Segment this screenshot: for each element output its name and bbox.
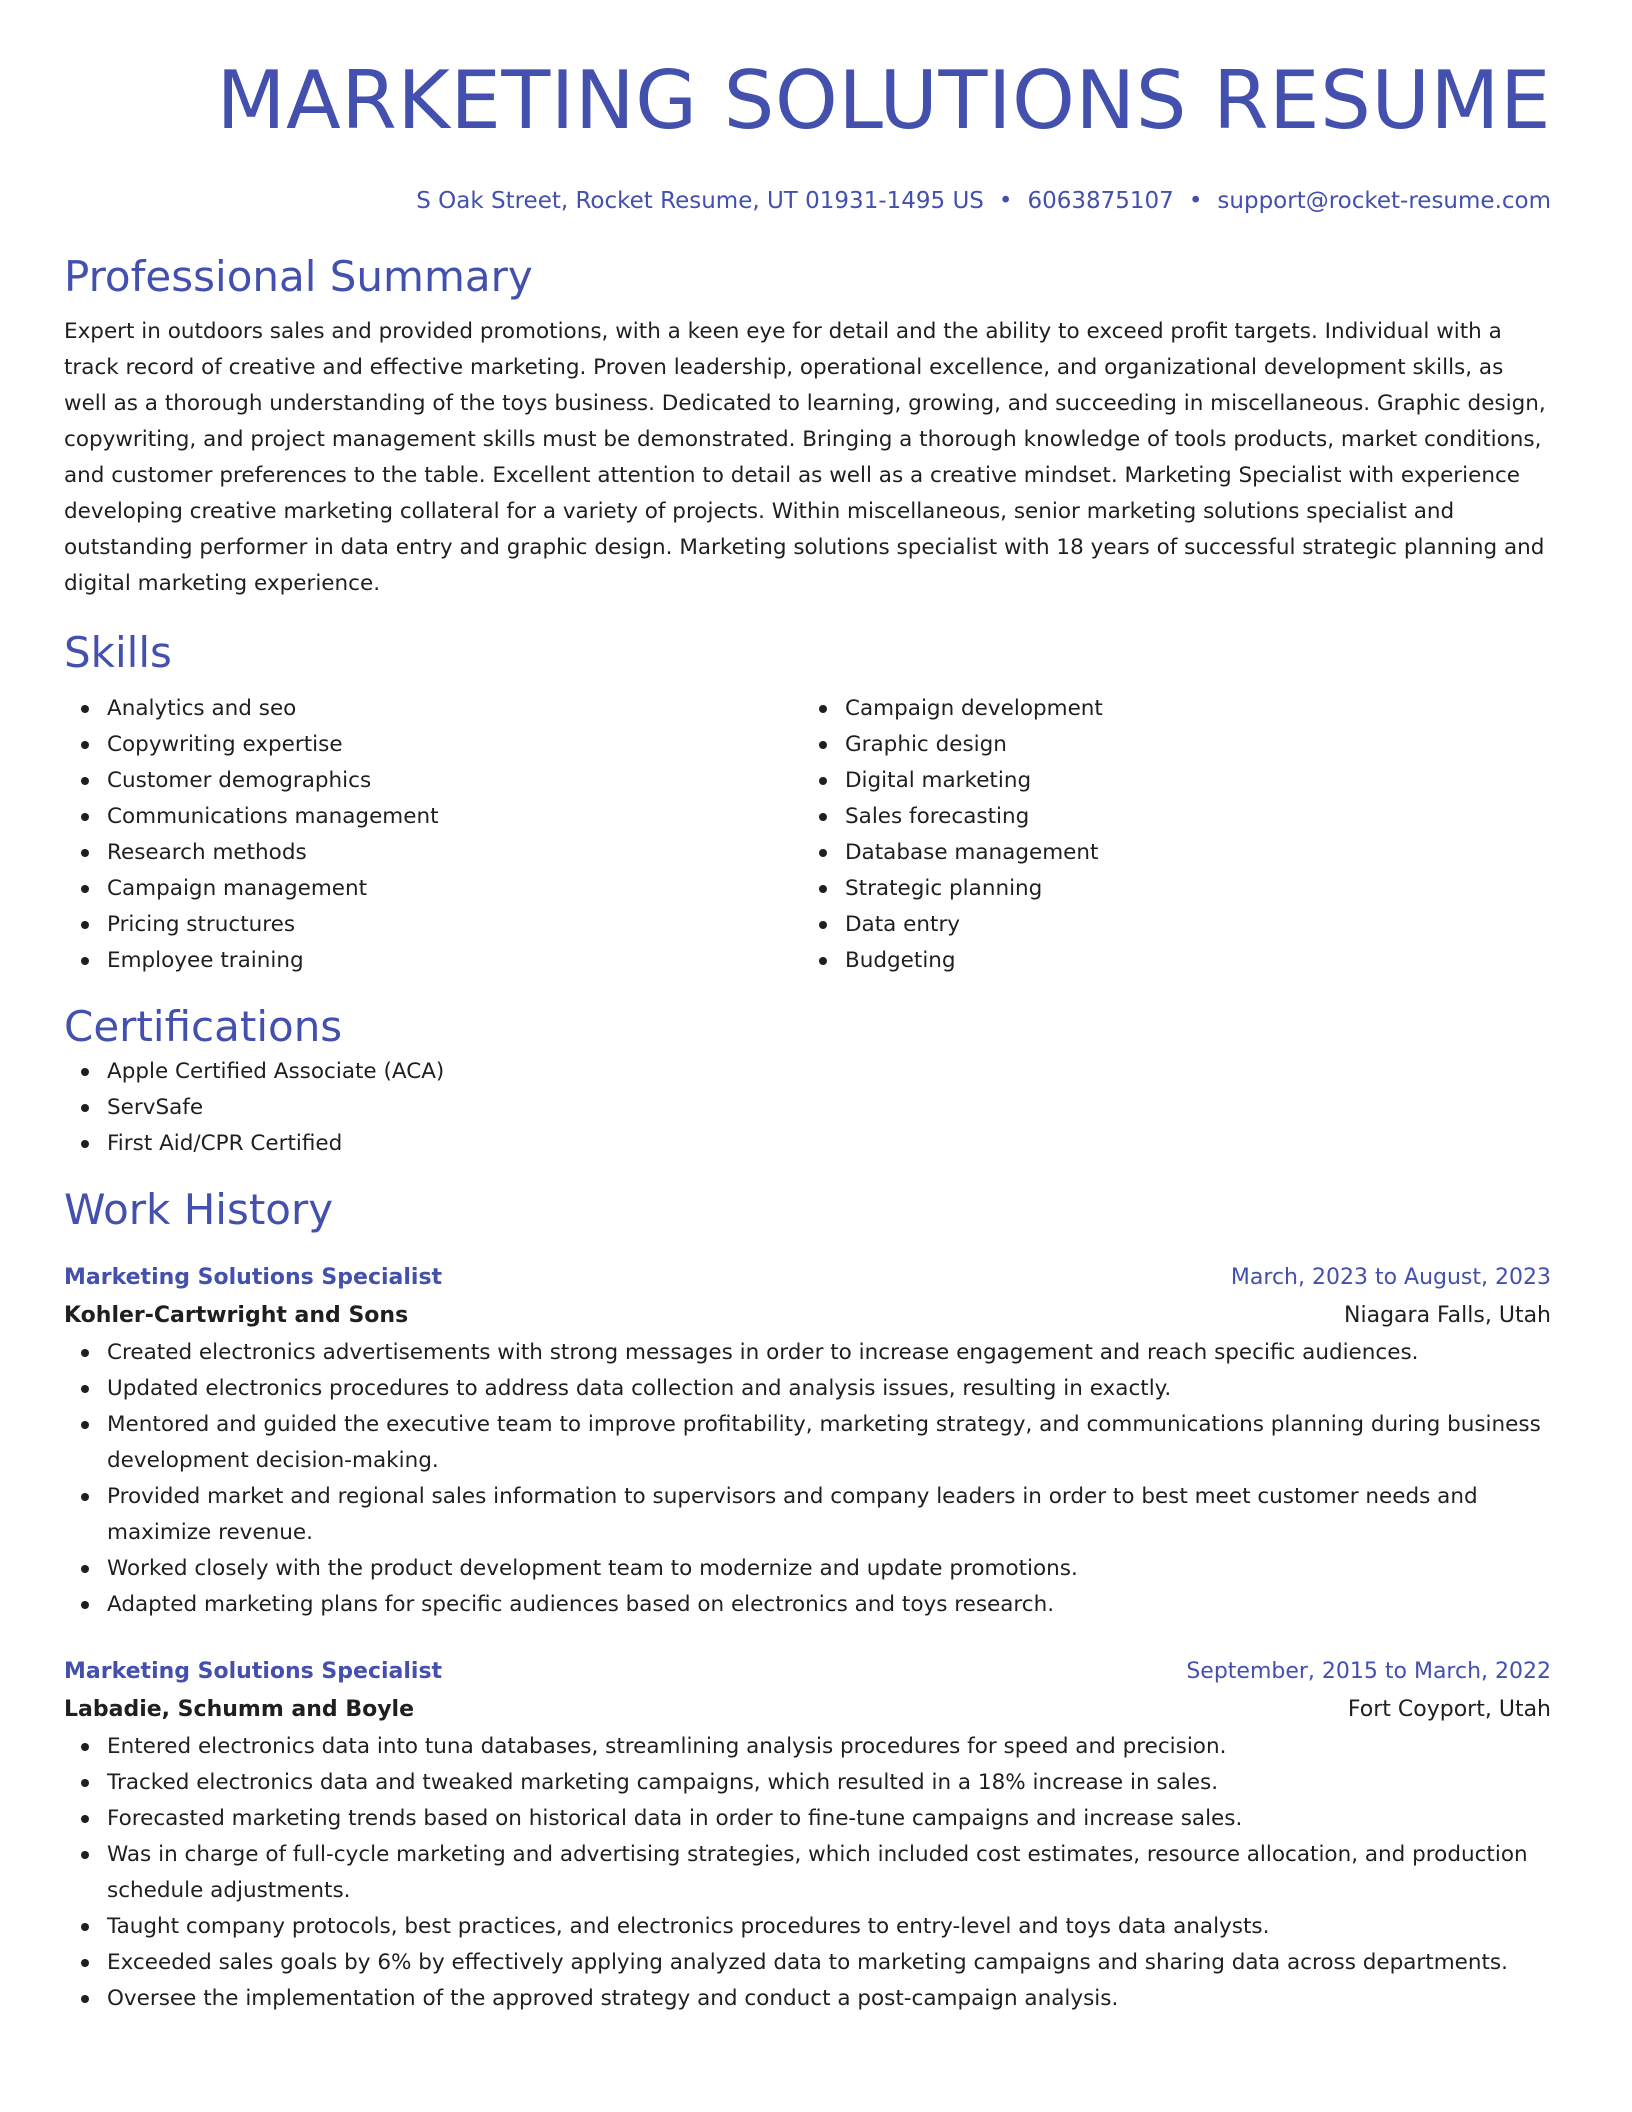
- job-header-row: [64, 1653, 1551, 1691]
- phone-text: 6063875107: [1027, 188, 1174, 214]
- job-duty-item: Entered electronics data into tuna databases, streamlining analysis procedures for speed and precision.: [107, 1729, 1551, 1765]
- job-duty-item: Forecasted marketing trends based on historical data in order to fine-tune campaigns and increase sales.: [107, 1801, 1551, 1837]
- resume-name: MARKETING SOLUTIONS RESUME: [216, 54, 1551, 147]
- job-duty-item: Worked closely with the product development team to modernize and update promotions.: [107, 1551, 1551, 1587]
- skill-item: Pricing structures: [107, 907, 802, 943]
- resume-header: [64, 52, 1551, 216]
- skill-item: Strategic planning: [845, 871, 1103, 907]
- job-duties-list: [64, 1335, 1551, 1623]
- job-entry: [64, 1259, 1551, 1623]
- skill-item: Communications management: [107, 799, 802, 835]
- certification-item: First Aid/CPR Certified: [107, 1126, 1551, 1162]
- job-location: Niagara Falls, Utah: [1344, 1303, 1551, 1328]
- job-duty-item: Oversee the implementation of the approved strategy and conduct a post-campaign analysis.: [107, 1981, 1551, 2017]
- job-duty-item: Created electronics advertisements with strong messages in order to increase engagement and reach specific audiences.: [107, 1335, 1551, 1371]
- job-title: Marketing Solutions Specialist: [64, 1659, 443, 1684]
- skill-item: Campaign development: [845, 691, 1103, 727]
- certifications-list: [64, 1054, 1551, 1162]
- skill-item: Employee training: [107, 943, 802, 979]
- job-duty-item: Taught company protocols, best practices, and electronics procedures to entry-level and toys data analysts.: [107, 1909, 1551, 1945]
- contact-line: [64, 186, 1551, 216]
- skill-item: Copywriting expertise: [107, 727, 802, 763]
- contact-separator: •: [998, 188, 1013, 214]
- certifications-heading: Certifications: [64, 1002, 343, 1051]
- certification-item: Apple Certified Associate (ACA): [107, 1054, 1551, 1090]
- job-dates: March, 2023 to August, 2023: [1230, 1265, 1551, 1290]
- certification-item: ServSafe: [107, 1090, 1551, 1126]
- job-duties-list: [64, 1729, 1551, 2017]
- skill-item: Database management: [845, 835, 1103, 871]
- job-company-row: [64, 1691, 1551, 1729]
- summary-text: Expert in outdoors sales and provided promotions, with a keen eye for detail and the ability to exceed profit targets. Individual with a track record of creative and effective marketing. Proven leadership, operational excellence, and organizational development skills, as well as a thorough understanding of the toys business. Dedicated to learning, growing, and succeeding in miscellaneous. Graphic design, copywriting, and project management skills must be demonstrated. Bringing a thorough knowledge of tools products, market conditions, and customer preferences to the table. Excellent attention to detail as well as a creative mindset. Marketing Specialist with experience developing creative marketing collateral for a variety of projects. Within miscellaneous, senior marketing solutions specialist and outstanding performer in data entry and graphic design. Marketing solutions specialist with 18 years of successful strategic planning and digital marketing experience.: [64, 319, 1546, 596]
- skill-item: Customer demographics: [107, 763, 802, 799]
- email-text: support@rocket-resume.com: [1217, 188, 1551, 214]
- job-duty-item: Exceeded sales goals by 6% by effectively applying analyzed data to marketing campaigns and sharing data across departments.: [107, 1945, 1551, 1981]
- job-duty-item: Tracked electronics data and tweaked marketing campaigns, which resulted in a 18% increase in sales.: [107, 1765, 1551, 1801]
- skill-item: Campaign management: [107, 871, 802, 907]
- skill-item: Analytics and seo: [107, 691, 802, 727]
- job-header-row: [64, 1259, 1551, 1297]
- job-entry: [64, 1653, 1551, 2017]
- skill-item: Sales forecasting: [845, 799, 1103, 835]
- skills-column-right: [802, 691, 1103, 979]
- skills-list: [64, 691, 1551, 979]
- job-title: Marketing Solutions Specialist: [64, 1265, 443, 1290]
- contact-separator: •: [1188, 188, 1203, 214]
- skills-column-left: [64, 691, 802, 979]
- summary-heading: Professional Summary: [64, 252, 533, 301]
- skills-heading: Skills: [64, 628, 172, 677]
- skill-item: Data entry: [845, 907, 1103, 943]
- job-location: Fort Coyport, Utah: [1347, 1697, 1551, 1722]
- skill-item: Graphic design: [845, 727, 1103, 763]
- skill-item: Digital marketing: [845, 763, 1103, 799]
- work-history-heading: Work History: [64, 1185, 334, 1234]
- job-duty-item: Updated electronics procedures to address data collection and analysis issues, resulting in exactly.: [107, 1371, 1551, 1407]
- company-name: Labadie, Schumm and Boyle: [64, 1697, 415, 1722]
- address-text: S Oak Street, Rocket Resume, UT 01931-1495 US: [416, 188, 984, 214]
- job-company-row: [64, 1297, 1551, 1335]
- skill-item: Research methods: [107, 835, 802, 871]
- job-duty-item: Mentored and guided the executive team to improve profitability, marketing strategy, and communications planning during business development decision-making.: [107, 1407, 1551, 1479]
- job-dates: September, 2015 to March, 2022: [1186, 1659, 1551, 1684]
- job-duty-item: Adapted marketing plans for specific audiences based on electronics and toys research.: [107, 1587, 1551, 1623]
- job-duty-item: Was in charge of full-cycle marketing and advertising strategies, which included cost estimates, resource allocation, and production schedule adjustments.: [107, 1837, 1551, 1909]
- job-duty-item: Provided market and regional sales information to supervisors and company leaders in order to best meet customer needs and maximize revenue.: [107, 1479, 1551, 1551]
- skill-item: Budgeting: [845, 943, 1103, 979]
- company-name: Kohler-Cartwright and Sons: [64, 1303, 409, 1328]
